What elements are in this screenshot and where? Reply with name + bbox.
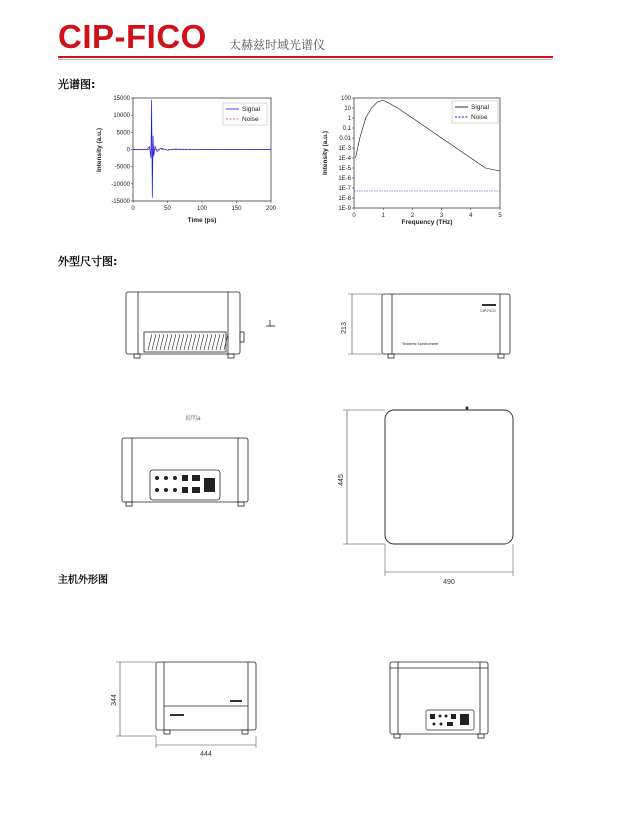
time-x-ticks xyxy=(131,201,276,212)
vent-slat xyxy=(216,334,220,350)
main-rear-foot-left xyxy=(394,734,400,738)
front-foot-right xyxy=(498,354,504,358)
header-rule-thin xyxy=(58,59,553,60)
time-x-tick-label: 50 xyxy=(164,206,171,212)
vent-slat xyxy=(208,334,212,350)
freq-y-axis-label: Intensity (a.u.) xyxy=(322,130,329,176)
vent-slat xyxy=(164,334,168,350)
freq-legend-signal: Signal xyxy=(471,104,490,111)
freq-y-tick-label: 1E-3 xyxy=(338,146,351,152)
vent-slat xyxy=(152,334,156,350)
rear-view-drawing xyxy=(116,432,256,512)
vent-slat xyxy=(200,334,204,350)
rear-foot-right xyxy=(238,502,244,506)
top-view-drawing xyxy=(335,398,525,588)
freq-legend xyxy=(452,101,498,123)
front-panel-label: Terahertz Spectrometer xyxy=(402,342,439,346)
freq-x-tick-label: 2 xyxy=(410,213,415,219)
main-foot-right xyxy=(242,730,248,734)
time-y-tick-label: 0 xyxy=(126,147,130,154)
freq-y-tick-label: 1E-5 xyxy=(338,166,351,172)
main-height-value: 344 xyxy=(111,694,118,706)
freq-y-tick-label: 0.01 xyxy=(339,136,351,142)
main-front-logo xyxy=(170,714,184,716)
side-foot-left xyxy=(134,354,140,358)
time-legend xyxy=(223,103,267,125)
time-domain-chart xyxy=(93,90,285,225)
main-unit-rear-drawing xyxy=(384,658,494,744)
model-plate-bar xyxy=(482,304,496,306)
top-view-marker xyxy=(466,407,469,410)
vent-slat xyxy=(160,334,164,350)
time-y-tick-label: 15000 xyxy=(113,96,130,102)
side-vent-slats xyxy=(148,334,228,350)
rear-foot-left xyxy=(126,502,132,506)
freq-x-axis-label: Frequency (THz) xyxy=(401,219,453,226)
side-view-outline xyxy=(126,292,240,354)
time-y-axis-label: Intensity (a.u.) xyxy=(96,127,103,173)
section-heading-dimensions: 外型尺寸图: xyxy=(58,255,118,268)
vent-slat xyxy=(168,334,172,350)
front-height-value: 213 xyxy=(341,322,348,334)
freq-legend-noise: Noise xyxy=(471,114,488,121)
freq-y-tick-label: 1E-6 xyxy=(338,176,351,182)
vent-slat xyxy=(204,334,208,350)
freq-y-tick-label: 1E-4 xyxy=(338,156,351,162)
time-y-tick-label: -15000 xyxy=(111,199,130,205)
time-y-tick-label: 5000 xyxy=(116,130,130,137)
time-x-tick-label: 150 xyxy=(231,206,242,212)
freq-y-tick-label: 10 xyxy=(344,106,351,112)
model-plate-text: CIP-FICO xyxy=(480,309,496,313)
main-unit-front-drawing xyxy=(108,652,268,762)
side-foot-right xyxy=(228,354,234,358)
vent-slat xyxy=(188,334,192,350)
section-heading-spectrum: 光谱图: xyxy=(58,78,96,91)
freq-y-tick-label: 1E-9 xyxy=(338,206,351,212)
vent-slat xyxy=(176,334,180,350)
freq-y-tick-label: 1E-7 xyxy=(338,186,351,192)
freq-y-tick-label: 0.1 xyxy=(342,126,351,132)
vent-slat xyxy=(156,334,160,350)
freq-x-ticks xyxy=(352,208,502,219)
vent-slat xyxy=(196,334,200,350)
top-width-value: 490 xyxy=(443,579,455,586)
time-legend-noise: Noise xyxy=(242,116,259,123)
freq-y-tick-label: 1 xyxy=(347,116,351,122)
freq-x-tick-label: 5 xyxy=(498,213,502,219)
freq-x-tick-label: 0 xyxy=(352,213,356,219)
main-model-plate xyxy=(230,700,242,702)
product-subtitle: 太赫兹时域光谱仪 xyxy=(229,38,326,52)
time-y-tick-label: -5000 xyxy=(114,164,130,171)
freq-x-tick-label: 4 xyxy=(469,213,473,219)
vent-slat xyxy=(180,334,184,350)
time-legend-signal: Signal xyxy=(242,106,261,113)
header-rule xyxy=(58,56,553,58)
vent-slat xyxy=(220,334,224,350)
small-bracket-icon xyxy=(266,320,275,326)
time-x-tick-label: 0 xyxy=(131,206,135,212)
vent-slat xyxy=(212,334,216,350)
top-depth-value: 445 xyxy=(338,474,345,486)
vent-slat xyxy=(148,334,152,350)
side-connector xyxy=(240,332,244,342)
time-x-axis-label: Time (ps) xyxy=(187,217,217,224)
time-y-tick-label: 10000 xyxy=(113,113,130,120)
front-foot-left xyxy=(388,354,394,358)
main-front-outline xyxy=(156,662,256,730)
vent-slat xyxy=(172,334,176,350)
vent-slat xyxy=(192,334,196,350)
main-width-value: 444 xyxy=(200,751,212,758)
freq-y-tick-label: 1E-8 xyxy=(338,196,351,202)
freq-y-tick-label: 100 xyxy=(340,96,351,102)
frequency-domain-chart xyxy=(320,90,510,228)
front-view-drawing xyxy=(330,288,520,368)
time-x-tick-label: 200 xyxy=(265,206,277,212)
main-rear-foot-right xyxy=(478,734,484,738)
time-y-ticks xyxy=(111,96,133,205)
side-view-drawing xyxy=(120,288,280,363)
main-foot-left xyxy=(164,730,170,734)
time-y-tick-label: -10000 xyxy=(111,181,130,188)
freq-x-tick-label: 3 xyxy=(439,213,444,219)
vent-slat xyxy=(184,334,188,350)
freq-y-ticks xyxy=(338,96,354,212)
time-x-tick-label: 100 xyxy=(196,206,208,212)
freq-x-tick-label: 1 xyxy=(381,213,385,219)
brand-title: CIP-FICO xyxy=(58,18,207,55)
page-header xyxy=(58,18,553,58)
section-heading-main-unit: 主机外形图 xyxy=(58,575,108,586)
drawing-caption: 说明a xyxy=(185,415,201,422)
top-view-outline xyxy=(385,410,513,544)
